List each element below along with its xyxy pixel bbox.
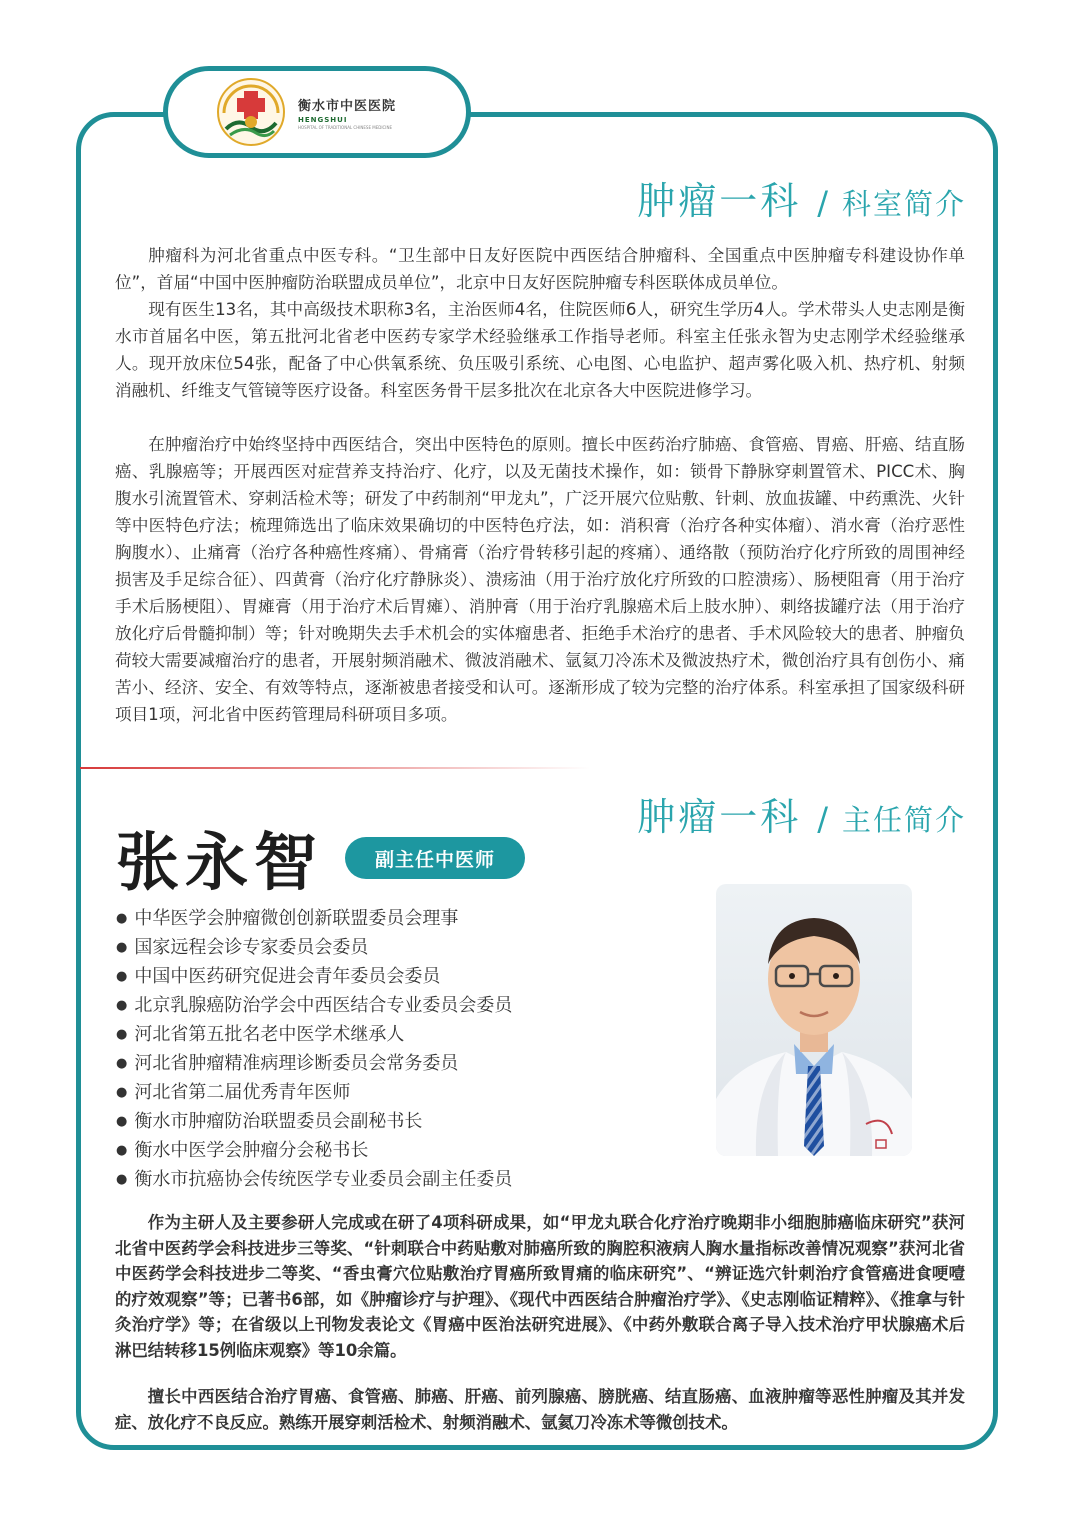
title-slash: / (817, 184, 828, 222)
list-item: ● 中华医学会肿瘤微创创新联盟委员会理事 (116, 904, 512, 933)
hospital-name-en-sub: HOSPITAL OF TRADITIONAL CHINESE MEDICINE (298, 124, 393, 130)
department-name: 肿瘤一科 (637, 179, 802, 223)
intro-paragraph-1: 肿瘤科为河北省重点中医专科。“卫生部中日友好医院中西医结合肿瘤科、全国重点中医肿瘤专科建设协作单位”，首届“中国中医肿瘤防治联盟成员单位”，北京中日友好医院肿瘤专科医联体成员单位。 (115, 246, 965, 292)
list-item: ● 河北省肿瘤精准病理诊断委员会常务委员 (116, 1049, 512, 1078)
hospital-emblem-icon (216, 77, 286, 147)
list-item: ● 中国中医药研究促进会青年委员会委员 (116, 962, 512, 991)
bullet-icon: ● (116, 911, 128, 926)
list-item: ● 河北省第二届优秀青年医师 (116, 1078, 512, 1107)
bullet-icon: ● (116, 940, 128, 955)
hospital-name-cn: 衡水市中医医院 (298, 98, 397, 114)
bullet-icon: ● (116, 1056, 128, 1071)
doctor-bio-paragraph-2: 擅长中西医结合治疗胃癌、食管癌、肺癌、肝癌、前列腺癌、膀胱癌、结直肠癌、血液肿瘤等恶性肿瘤及其并发症、放化疗不良反应。熟练开展穿刺活检术、射频消融术、氩氦刀冷冻术等微创技术。 (115, 1387, 965, 1432)
director-intro-title (637, 786, 966, 841)
intro-paragraph-3: 在肿瘤治疗中始终坚持中西医结合，突出中医特色的原则。擅长中医药治疗肺癌、食管癌、胃癌、肝癌、结直肠癌、乳腺癌等；开展西医对症营养支持治疗、化疗，以及无菌技术操作，如：锁骨下静脉穿刺置管术、PICC术、胸腹水引流置管术、穿刺活检术等；研发了中药制剂“甲龙丸”，广泛开展穴位贴敷、针刺、放血拔罐、中药熏洗、火针等中医特色疗法；梳理筛选出了临床效果确切的中医特色疗法，如：消积膏（治疗各种实体瘤）、消水膏（治疗恶性胸腹水）、止痛膏（治疗各种癌性疼痛）、骨痛膏（治疗骨转移引起的疼痛）、通络散（预防治疗化疗所致的周围神经损害及手足综合征）、四黄膏（治疗化疗静脉炎）、溃疡油（用于治疗放化疗所致的口腔溃疡）、肠梗阻膏（用于治疗手术后肠梗阻）、胃瘫膏（用于治疗术后胃瘫）、消肿膏（用于治疗乳腺癌术后上肢水肿）、刺络拔罐疗法（用于治疗放化疗后骨髓抑制）等；针对晚期失去手术机会的实体瘤患者、拒绝手术治疗的患者、手术风险较大的患者、肿瘤负荷较大需要减瘤治疗的患者，开展射频消融术、微波消融术、氩氦刀冷冻术及微波热疗术，微创治疗具有创伤小、痛苦小、经济、安全、有效等特点，逐渐被患者接受和认可。逐渐形成了较为完整的治疗体系。科室承担了国家级科研项目1项，河北省中医药管理局科研项目多项。 (115, 435, 965, 724)
bullet-icon: ● (116, 1172, 128, 1187)
hospital-logo-tab (163, 66, 471, 158)
bullet-icon: ● (116, 1085, 128, 1100)
title-slash-2: / (817, 800, 828, 838)
director-intro-label: 主任简介 (841, 803, 966, 837)
doctor-photo (716, 884, 912, 1156)
section-divider (80, 767, 590, 769)
list-item: ● 衡水中医学会肿瘤分会秘书长 (116, 1136, 512, 1165)
department-intro-title (637, 170, 966, 225)
list-item: ● 北京乳腺癌防治学会中西医结合专业委员会委员 (116, 991, 512, 1020)
list-item: ● 衡水市抗癌协会传统医学专业委员会副主任委员 (116, 1165, 512, 1194)
bullet-icon: ● (116, 1027, 128, 1042)
bullet-icon: ● (116, 1114, 128, 1129)
doctor-title-badge: 副主任中医师 (345, 837, 525, 879)
department-intro-label: 科室简介 (841, 187, 966, 221)
bullet-icon: ● (116, 1143, 128, 1158)
list-item: ● 国家远程会诊专家委员会委员 (116, 933, 512, 962)
hospital-name-en: HENGSHUI (298, 115, 348, 124)
intro-paragraph-2: 现有医生13名，其中高级技术职称3名，主治医师4名，住院医师6人，研究生学历4人。学术带头人史志刚是衡水市首届名中医，第五批河北省老中医药专家学术经验继承工作指导老师。科室主任张永智为史志刚学术经验继承人。现开放床位54张，配备了中心供氧系统、负压吸引系统、心电图、心电监护、超声雾化吸入机、热疗机、射频消融机、纤维支气管镜等医疗设备。科室医务骨干层多批次在北京各大中医院进修学习。 (115, 300, 965, 400)
list-item: ● 河北省第五批名老中医学术继承人 (116, 1020, 512, 1049)
department-name-2: 肿瘤一科 (637, 795, 802, 839)
bullet-icon: ● (116, 998, 128, 1013)
doctor-name: 张永智 (116, 826, 323, 899)
list-item: ● 衡水市肿瘤防治联盟委员会副秘书长 (116, 1107, 512, 1136)
doctor-bio-paragraph-1: 作为主研人及主要参研人完成或在研了4项科研成果，如“甲龙丸联合化疗治疗晚期非小细胞肺癌临床研究”获河北省中医药学会科技进步三等奖、“针刺联合中药贴敷对肺癌所致的胸腔积液病人胸水量指标改善情况观察”获河北省中医药学会科技进步二等奖、“香虫膏穴位贴敷治疗胃癌所致胃痛的临床研究”、“辨证选穴针刺治疗食管癌进食哽噎的疗效观察”等；已著书6部，如《肿瘤诊疗与护理》、《现代中西医结合肿瘤治疗学》、《史志刚临证精粹》、《推拿与针灸治疗学》等；在省级以上刊物发表论文《胃癌中医治法研究进展》、《中药外敷联合离子导入技术治疗甲状腺癌术后淋巴结转移15例临床观察》等10余篇。 (115, 1213, 965, 1360)
doctor-positions-list (116, 904, 512, 1194)
bullet-icon: ● (116, 969, 128, 984)
